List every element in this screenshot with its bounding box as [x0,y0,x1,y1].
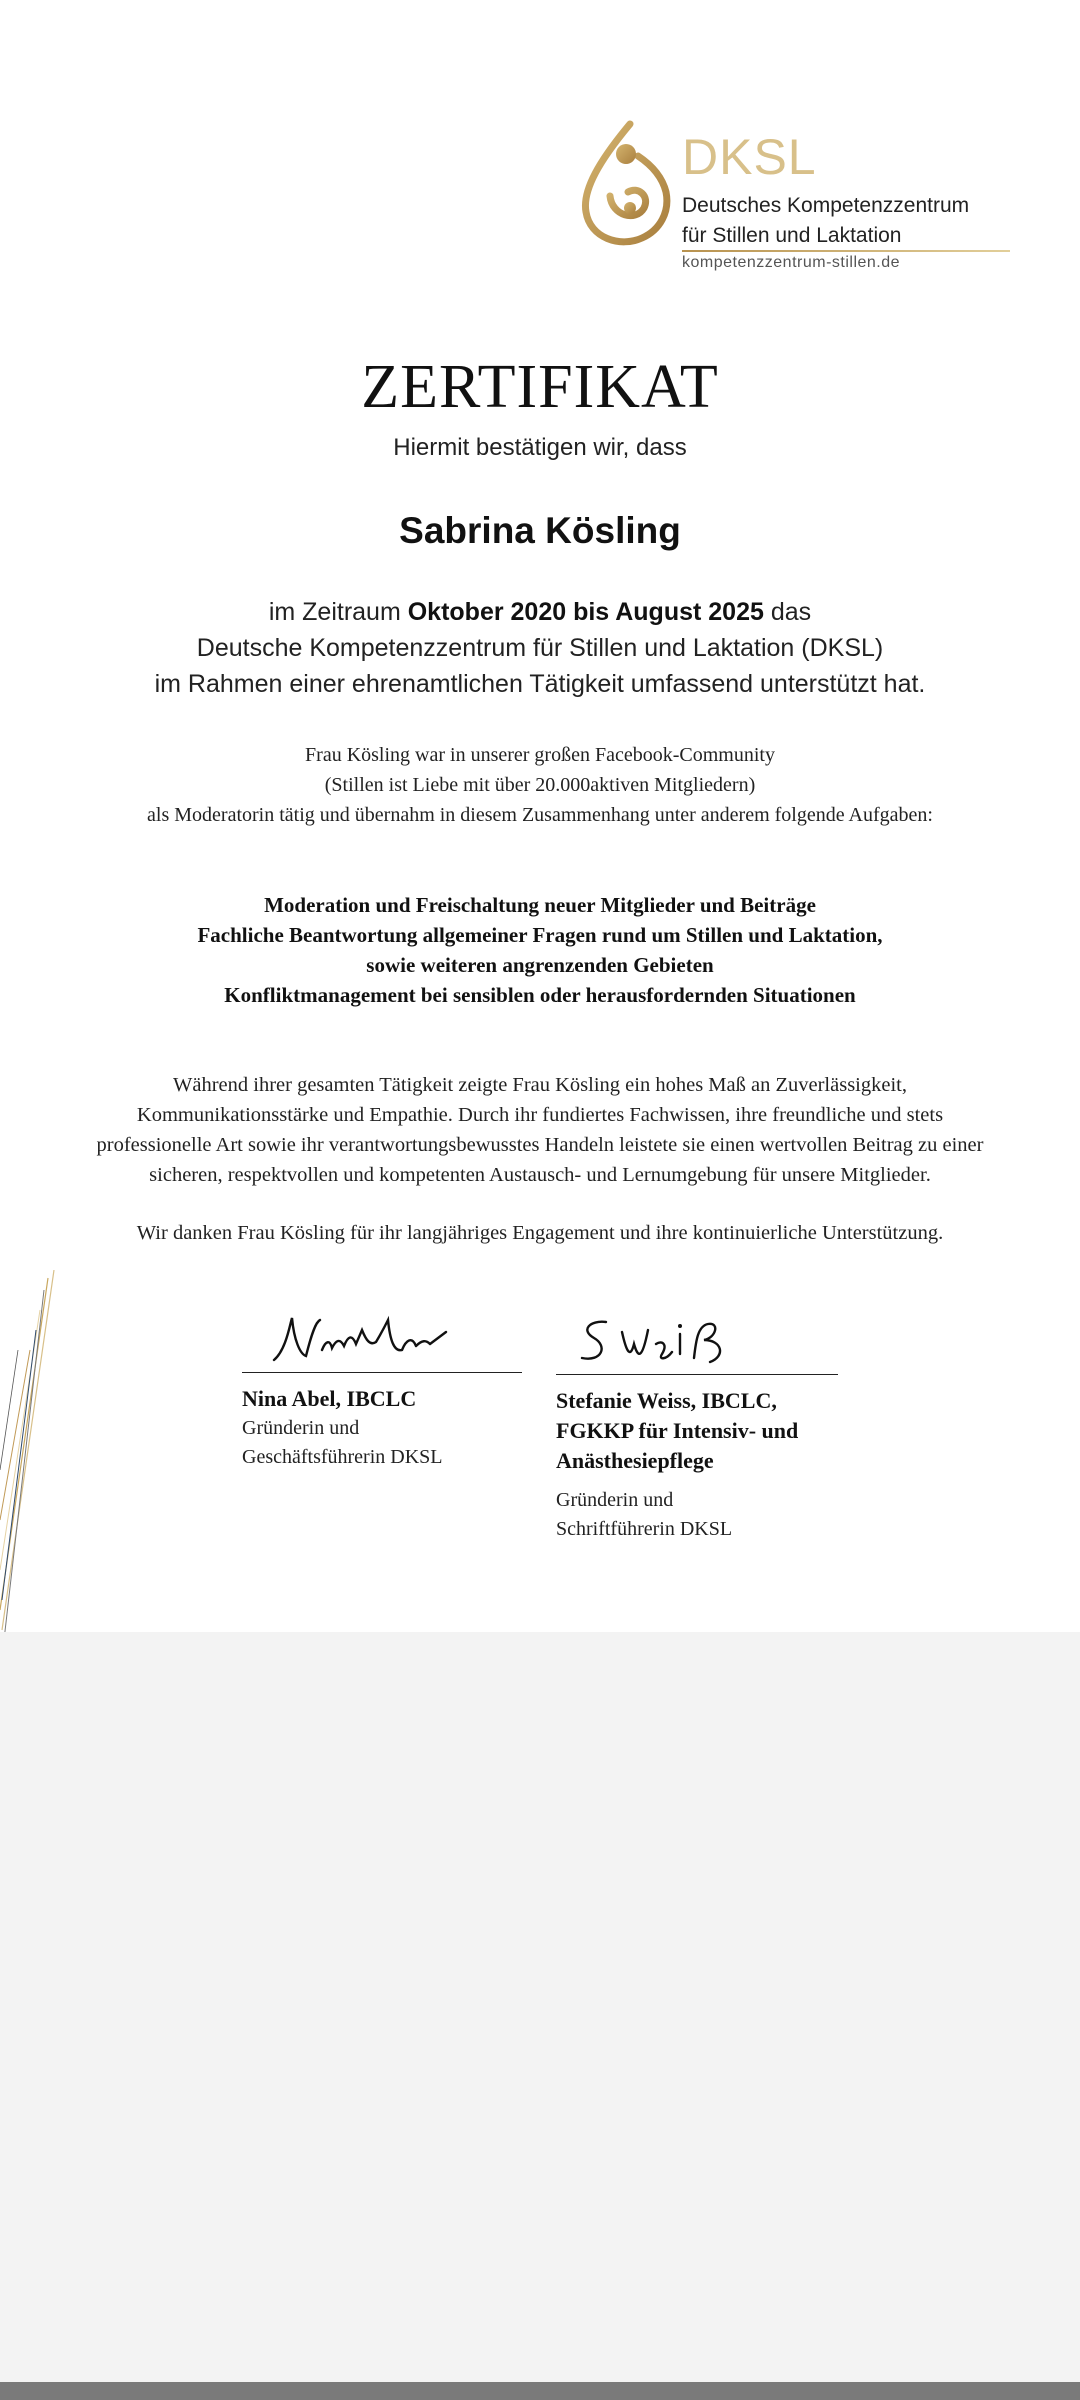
thanks-line: Wir danken Frau Kösling für ihr langjähriges Engagement und ihre kontinuierliche Unterstützung. [136,1222,944,1244]
task-list [0,890,1080,1010]
signature-stefanie-weiss [576,1310,746,1374]
task-item: Konfliktmanagement bei sensiblen oder herausfordernden Situationen [224,983,856,1007]
praise-paragraph: Während ihrer gesamten Tätigkeit zeigte Frau Kösling ein hohes Maß an Zuverlässigkeit, Kommunikationsstärke und Empathie. Durch ihr fundiertes Fachwissen, ihre freundliche und stets professionelle Art sowie ihr verantwortungsbewusstes Handeln leistete sie einen wertvollen Beitrag zu einer sicheren, respektvollen und kompetenten Austausch- und Lernumgebung für unsere Mitglieder. [96,1074,984,1186]
task-item: Fachliche Beantwortung allgemeiner Fragen rund um Stillen und Laktation, [197,923,883,947]
signer-role-line2: Schriftführerin DKSL [556,1518,733,1540]
dksl-logo-mark-icon [580,120,676,250]
organization-line: Deutsche Kompetenzzentrum für Stillen und Laktation (DKSL) [196,634,884,662]
community-paragraph: Frau Kösling war in unserer großen Facebook-Community (Stillen ist Liebe mit über 20.000aktiven Mitgliedern) als Moderatorin tätig und übernahm in diesem Zusammenhang unter anderem folgende Aufgaben: [147,744,933,826]
logo-url: kompetenzzentrum-stillen.de [682,254,901,271]
period-dates: Oktober 2020 bis August 2025 [407,598,764,626]
signer-role-line1: Gründerin und [556,1489,674,1511]
signature-line [242,1372,522,1373]
signer-name-line1: Stefanie Weiss, IBCLC, [556,1388,777,1413]
signature-nina-abel [266,1310,466,1370]
logo-divider [682,250,1010,252]
certificate-intro: Hiermit bestätigen wir, dass [393,434,687,461]
signer-role-line2: Geschäftsführerin DKSL [242,1446,443,1468]
task-item: sowie weiteren angrenzenden Gebieten [366,953,714,977]
signer-role-line1: Gründerin und [242,1417,360,1439]
dksl-logo [580,120,1020,280]
signer-name-line3: Anästhesiepflege [556,1448,714,1473]
task-item: Moderation und Freischaltung neuer Mitglieder und Beiträge [264,893,816,917]
period-line: im Zeitraum Oktober 2020 bis August 2025 das [268,598,812,626]
period-statement [0,594,1080,702]
signature-line [556,1374,838,1375]
logo-name-line2: für Stillen und Laktation [682,224,902,247]
bottom-scroll-bar[interactable] [0,2382,1080,2400]
decorative-lines-icon [0,1270,70,1632]
certificate-title: ZERTIFIKAT [361,353,719,421]
signer-name-line2: FGKKP für Intensiv- und [556,1418,799,1443]
logo-abbreviation: DKSL [682,129,817,185]
support-line: im Rahmen einer ehrenamtlichen Tätigkeit umfassend unterstützt hat. [154,670,926,698]
recipient-name: Sabrina Kösling [399,510,681,551]
signer-name: Nina Abel, IBCLC [242,1386,417,1411]
logo-name-line1: Deutsches Kompetenzzentrum [682,194,970,217]
